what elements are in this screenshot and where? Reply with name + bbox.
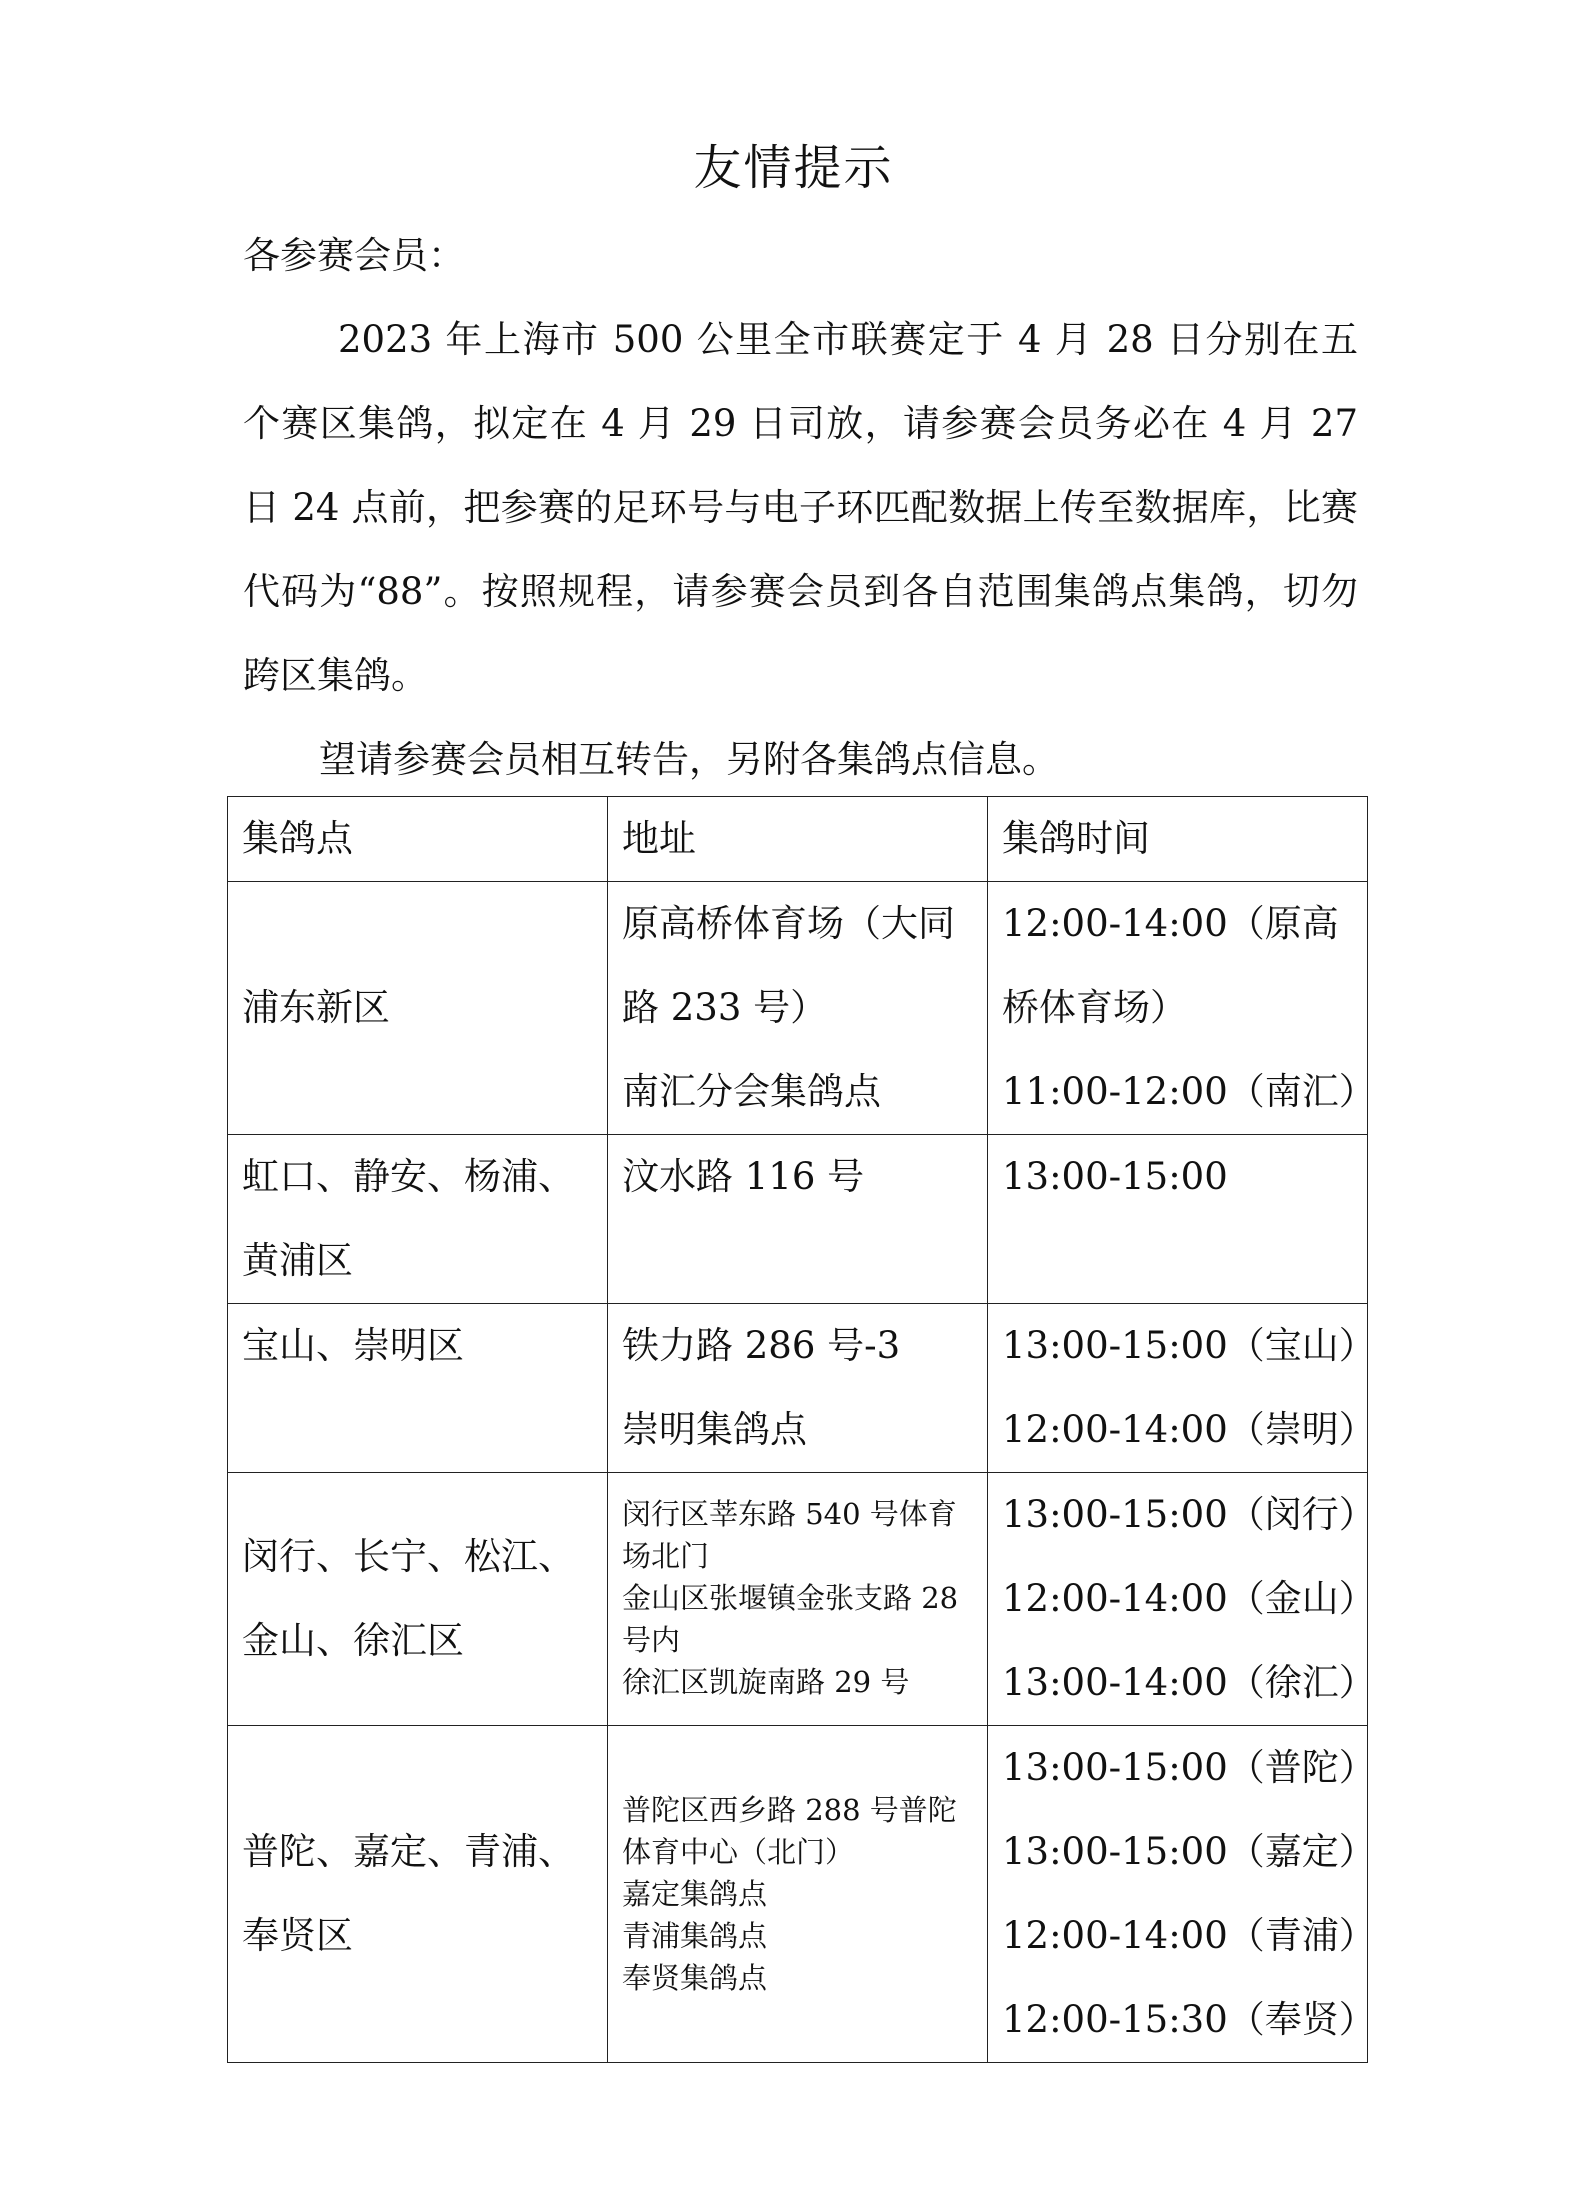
collection-points-table: [227, 796, 1376, 2063]
table-row: [228, 1726, 1368, 2063]
time-cell: [988, 1304, 1376, 1473]
address-cell: [608, 1135, 988, 1304]
header-address: 地址: [608, 797, 988, 882]
time-line: 13:00-15:00（闵行）: [1002, 1493, 1376, 1536]
address-line: 普陀区西乡路 288 号普陀体育中心（北门）: [622, 1793, 957, 1869]
time-line: 11:00-12:00（南汇）: [1002, 1070, 1376, 1113]
time-line: 12:00-15:30（奉贤）: [1002, 1998, 1376, 2041]
header-point: 集鸽点: [228, 797, 608, 882]
time-line: 13:00-15:00（嘉定）: [1002, 1830, 1376, 1873]
header-time: 集鸽时间: [988, 797, 1368, 882]
address-line: 南汇分会集鸽点: [622, 1070, 881, 1113]
notice-paragraph: 2023 年上海市 500 公里全市联赛定于 4 月 28 日分别在五个赛区集鸽，拟定在 4 月 29 日司放，请参赛会员务必在 4 月 27 日 24 点前，把参赛的足环号与电子环匹配数据上传至数据库，比赛代码为“88”。按照规程，请参赛会员到各自范围集鸽点集鸽，切勿跨区集鸽。: [243, 318, 1358, 697]
address-line: 汶水路 116 号: [622, 1155, 865, 1198]
time-line: 13:00-15:00（宝山）: [1002, 1324, 1376, 1367]
table-header-row: [228, 797, 1368, 882]
time-line: 13:00-15:00: [1002, 1155, 1228, 1198]
address-line: 青浦集鸽点: [622, 1919, 768, 1953]
table-row: [228, 882, 1368, 1135]
address-line: 奉贤集鸽点: [622, 1961, 768, 1995]
forward-paragraph: 望请参赛会员相互转告，另附各集鸽点信息。: [319, 738, 1059, 781]
address-line: 崇明集鸽点: [622, 1408, 807, 1451]
address-line: 铁力路 286 号-3: [622, 1324, 901, 1367]
table-row: [228, 1473, 1368, 1726]
time-cell: [988, 1726, 1376, 2063]
table-row: [228, 1135, 1368, 1304]
address-line: 闵行区莘东路 540 号体育场北门: [622, 1497, 957, 1573]
time-cell: [988, 1135, 1368, 1304]
address-line: 金山区张堰镇金张支路 28 号内: [622, 1581, 959, 1657]
address-cell: [608, 1726, 988, 2063]
address-line: 原高桥体育场（大同路 233 号）: [622, 902, 955, 1029]
address-cell: [608, 1304, 988, 1473]
address-cell: [608, 1473, 988, 1726]
page-title: 友情提示: [693, 140, 894, 196]
point-cell: 宝山、崇明区: [228, 1304, 608, 1473]
address-cell: [608, 882, 988, 1135]
point-cell: 普陀、嘉定、青浦、奉贤区: [228, 1726, 608, 2063]
time-cell: [988, 1473, 1376, 1726]
greeting: 各参赛会员：: [243, 234, 465, 277]
time-line: 12:00-14:00（青浦）: [1002, 1914, 1376, 1957]
time-cell: [988, 882, 1376, 1135]
point-cell: 浦东新区: [228, 882, 608, 1135]
address-line: 嘉定集鸽点: [622, 1877, 768, 1911]
address-line: 徐汇区凯旋南路 29 号: [622, 1665, 910, 1699]
time-line: 12:00-14:00（原高桥体育场）: [1002, 902, 1339, 1029]
time-line: 12:00-14:00（崇明）: [1002, 1408, 1376, 1451]
time-line: 13:00-15:00（普陀）: [1002, 1746, 1376, 1789]
point-cell: 闵行、长宁、松江、金山、徐汇区: [228, 1473, 608, 1726]
time-line: 13:00-14:00（徐汇）: [1002, 1661, 1376, 1704]
point-cell: 虹口、静安、杨浦、黄浦区: [228, 1135, 608, 1304]
time-line: 12:00-14:00（金山）: [1002, 1577, 1376, 1620]
table-row: [228, 1304, 1368, 1473]
